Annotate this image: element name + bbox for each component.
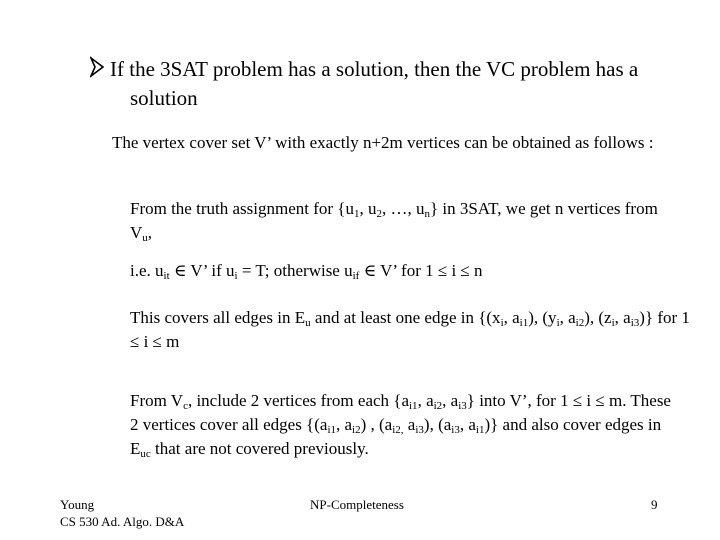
text-segment: , a — [417, 391, 434, 410]
text-segment: , include 2 vertices from each {a — [187, 391, 409, 410]
subscript: i — [500, 317, 504, 329]
text-segment: , a — [442, 391, 459, 410]
text-segment: , a — [503, 308, 520, 327]
footer-title: NP-Completeness — [310, 497, 404, 512]
text-segment: ), (a — [423, 415, 452, 434]
text-segment: = T; otherwise u — [237, 261, 353, 280]
text-segment: )} and also cover edges in E — [130, 415, 662, 458]
footer-course: CS 530 Ad. Algo. D&A — [60, 514, 185, 529]
subscript: c — [183, 400, 188, 412]
paragraph-ie — [130, 259, 670, 283]
subscript: i2 — [433, 400, 443, 412]
text-segment: ) , (a — [360, 415, 393, 434]
paragraph-from-vc — [130, 389, 680, 461]
text-segment: } in 3SAT, we get n vertices from V — [130, 199, 658, 242]
subscript: i2 — [352, 424, 361, 436]
subscript: 2 — [376, 208, 382, 220]
subscript: i3 — [451, 424, 460, 436]
text-segment: , a — [559, 308, 576, 327]
footer-author: Young — [60, 497, 95, 512]
subscript: i1 — [519, 317, 529, 329]
subscript: n — [424, 208, 430, 220]
subscript: i1 — [475, 424, 485, 436]
text-segment: , u — [359, 199, 377, 218]
text-segment: and at least one edge in {(x — [310, 308, 501, 327]
subscript: i2, — [392, 424, 404, 436]
page-number: 9 — [651, 497, 658, 512]
bullet-heading — [90, 55, 690, 113]
subscript: i — [556, 317, 560, 329]
paragraph-truth-assignment — [130, 197, 670, 245]
subscript: it — [163, 270, 170, 282]
subscript: uc — [140, 448, 151, 460]
subscript: i3 — [458, 400, 467, 412]
text-segment: ∈ V’ if u — [169, 261, 235, 280]
subscript: if — [352, 270, 360, 282]
text-segment: } into V’, for 1 ≤ i ≤ m. These 2 vertices cover all edges {(a — [130, 391, 671, 434]
subscript: u — [305, 317, 311, 329]
text-segment: )} for 1 ≤ i ≤ m — [130, 308, 690, 351]
subscript: i3 — [630, 317, 640, 329]
text-segment: ), (y — [528, 308, 557, 327]
text-segment: , …, u — [381, 199, 425, 218]
heading-text: If the 3SAT problem has a solution, then the VC problem has a solution — [110, 57, 639, 110]
text-segment: i.e. u — [130, 261, 164, 280]
paragraph-vertex-cover — [112, 131, 692, 155]
arrow-bullet-icon — [90, 56, 104, 78]
text-segment: , — [147, 223, 153, 242]
subscript: 1 — [353, 208, 360, 220]
subscript: i3 — [415, 424, 424, 436]
text-segment: , a — [614, 308, 631, 327]
subscript: i — [234, 270, 238, 282]
subscript: i1 — [327, 424, 336, 436]
footer-left — [60, 496, 184, 530]
paragraph-covers-edges — [130, 306, 690, 354]
text-segment: From V — [130, 391, 184, 410]
text-segment: From the truth assignment for {u — [130, 199, 354, 218]
text-segment: This covers all edges in E — [130, 308, 306, 327]
paragraph-vertex-cover-text: The vertex cover set V’ with exactly n+2m vertices can be obtained as follows : — [112, 133, 654, 152]
subscript: i — [611, 317, 615, 329]
text-segment: ∈ V’ for 1 ≤ i ≤ n — [359, 261, 483, 280]
text-segment: that are not covered previously. — [150, 439, 369, 458]
text-segment: ), (z — [584, 308, 612, 327]
subscript: i2 — [575, 317, 585, 329]
text-segment: a — [403, 415, 416, 434]
subscript: u — [142, 232, 148, 244]
text-segment: , a — [459, 415, 476, 434]
subscript: i1 — [409, 400, 418, 412]
text-segment: , a — [336, 415, 353, 434]
